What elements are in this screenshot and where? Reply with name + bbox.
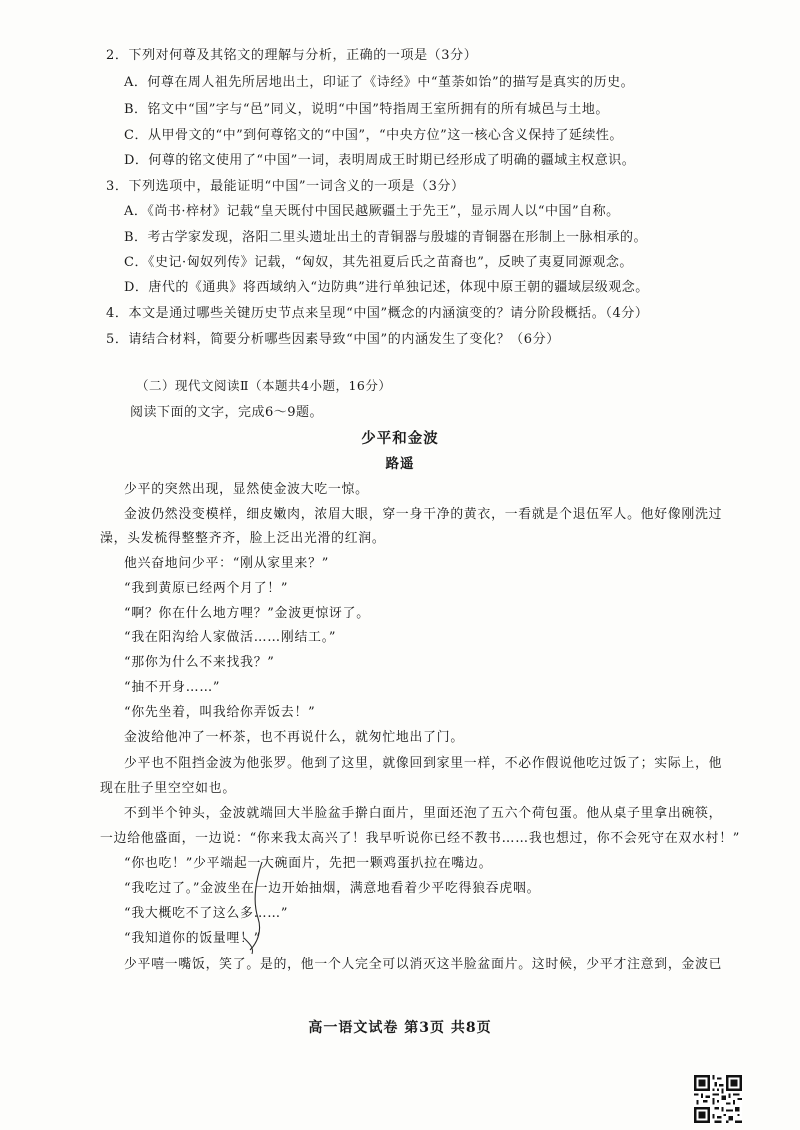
passage-line: “抽不开身……” — [124, 680, 221, 695]
passage-line: “我在阳沟给人家做活……刚结工。” — [124, 630, 337, 645]
page-footer: 高一语文试卷 第3页 共8页 — [308, 1020, 492, 1036]
passage-line: “我到黄原已经两个月了！” — [124, 581, 289, 596]
passage-line: 澡，头发梳得整整齐齐，脸上泛出光滑的红润。 — [100, 531, 386, 546]
question-2-option-d: D．何尊的铭文使用了“中国”一词，表明周成王时期已经形成了明确的疆域主权意识。 — [124, 153, 636, 168]
question-3-option-b: B．考古学家发现，洛阳二里头遗址出土的青铜器与殷墟的青铜器在形制上一脉相承的。 — [124, 230, 648, 245]
passage-line: “你也吃！”少平端起一大碗面片，先把一颗鸡蛋扒拉在嘴边。 — [124, 856, 493, 871]
passage-line: 少平嘻一嘴饭，笑了。是的，他一个人完全可以消灭这半脸盆面片。这时候，少平才注意到，金波已 — [124, 957, 723, 972]
passage-line: 金波仍然没变模样，细皮嫩肉，浓眉大眼，穿一身干净的黄衣，一看就是个退伍军人。他好像刚洗过 — [124, 507, 723, 522]
passage-line: “我知道你的饭量哩！” — [124, 931, 262, 946]
passage-line: “你先坐着，叫我给你弄饭去！” — [124, 705, 316, 720]
passage-title: 少平和金波 — [361, 430, 439, 447]
question-3-option-d: D．唐代的《通典》将西域纳入“边防典”进行单独记述，体现中原王朝的疆域层级观念。 — [124, 280, 649, 295]
passage-line: “我吃过了。”金波坐在一边开始抽烟，满意地看着少平吃得狼吞虎咽。 — [124, 881, 541, 896]
question-2-stem: 2．下列对何尊及其铭文的理解与分析，正确的一项是（3分） — [106, 48, 478, 63]
question-3-stem: 3．下列选项中，最能证明“中国”一词含义的一项是（3分） — [106, 179, 465, 194]
passage-line: “那你为什么不来找我？” — [124, 655, 275, 670]
section-heading: （二）现代文阅读Ⅱ（本题共4小题，16分） — [136, 378, 392, 393]
passage-author: 路遥 — [385, 456, 415, 472]
question-2-option-a: A．何尊在周人祖先所居地出土，印证了《诗经》中“堇荼如饴”的描写是真实的历史。 — [124, 75, 635, 90]
passage-line: 少平也不阻挡金波为他张罗。他到了这里，就像回到家里一样，不必作假说他吃过饭了；实际上，他 — [124, 756, 723, 771]
question-3-option-a: A．《尚书·梓材》记载“皇天既付中国民越厥疆土于先王”，显示周人以“中国”自称。 — [124, 204, 620, 219]
passage-line: 他兴奋地问少平：“刚从家里来？” — [124, 556, 330, 571]
question-3-option-c: C．《史记·匈奴列传》记载，“匈奴，其先祖夏后氏之苗裔也”，反映了夷夏同源观念。 — [124, 255, 633, 270]
passage-line: 少平的突然出现，显然使金波大吃一惊。 — [124, 482, 369, 497]
question-4: 4．本文是通过哪些关键历史节点来呈现“中国”概念的内涵演变的？请分阶段概括。（4分） — [106, 306, 649, 321]
question-2-option-b: B．铭文中“国”字与“邑”同义，说明“中国”特指周王室所拥有的所有城邑与土地。 — [124, 102, 609, 117]
passage-line: 一边给他盛面，一边说：“你来我太高兴了！我早听说你已经不教书……我也想过，你不会死守在双水村！” — [100, 831, 741, 846]
question-2-option-c: C．从甲骨文的“中”到何尊铭文的“中国”，“中央方位”这一核心含义保持了延续性。 — [124, 128, 623, 143]
passage-line: 不到半个钟头，金波就端回大半脸盆手擀白面片，里面还泡了五六个荷包蛋。他从桌子里拿出碗筷， — [124, 806, 723, 821]
passage-line: “我大概吃不了这么多……” — [124, 906, 289, 921]
qr-code-icon — [694, 1075, 742, 1123]
passage-line: 金波给他冲了一杯茶，也不再说什么，就匆忙地出了门。 — [124, 730, 464, 745]
question-5: 5．请结合材料，简要分析哪些因素导致“中国”的内涵发生了变化？（6分） — [106, 332, 560, 347]
section-instruction: 阅读下面的文字，完成6～9题。 — [130, 405, 324, 420]
passage-line: “啊？你在什么地方哩？”金波更惊讶了。 — [124, 606, 370, 621]
passage-line: 现在肚子里空空如也。 — [100, 781, 236, 796]
